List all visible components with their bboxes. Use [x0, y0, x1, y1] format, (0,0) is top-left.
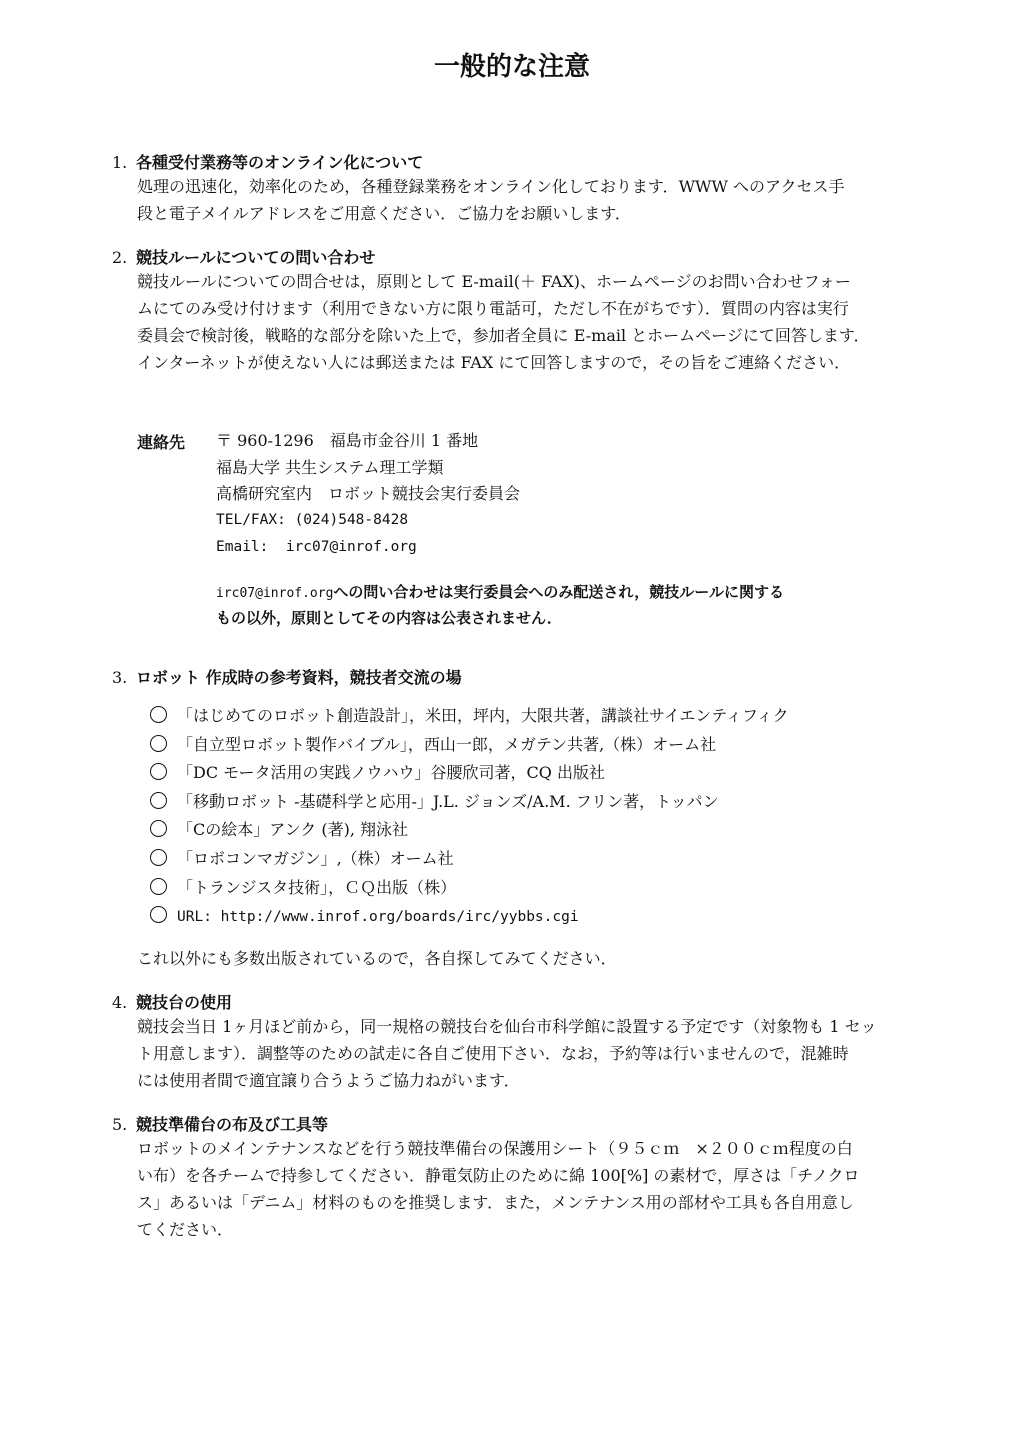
contact-note-email: irc07@inrof.org	[216, 586, 334, 601]
circle-bullet-icon	[150, 906, 167, 923]
section-3-note: これ以外にも多数出版されているので，各自探してみてください．	[137, 949, 617, 968]
section-number: 4.	[112, 993, 128, 1012]
contact-address-3: 高橋研究室内 ロボット競技会実行委員会	[216, 484, 521, 503]
paragraph-line: インターネットが使えない人には郵送または FAX にて回答しますので，その旨をご連絡ください．	[137, 353, 851, 372]
reference-text: 「ロボコンマガジン」,（株）オーム社	[177, 848, 454, 868]
contact-email: Email: irc07@inrof.org	[216, 539, 417, 555]
section-title: 各種受付業務等のオンライン化について	[136, 153, 424, 172]
paragraph-line: い布）を各チームで持参してください．静電気防止のために綿 100[%] の素材で，厚さは「チノクロ	[137, 1166, 860, 1185]
paragraph-line: 処理の迅速化，効率化のため，各種登録業務をオンライン化しております．WWW へのアクセス手	[137, 177, 845, 196]
reference-text: 「移動ロボット -基礎科学と応用-」J.L. ジョンズ/A.M. フリン著，トッパン	[177, 791, 719, 811]
section-number: 1.	[112, 153, 128, 172]
list-item	[150, 731, 789, 760]
section-title: 競技ルールについての問い合わせ	[136, 248, 376, 267]
contact-address-2: 福島大学 共生システム理工学類	[216, 458, 444, 477]
reference-text: 「はじめてのロボット創造設計」，米田，坪内，大限共著，講談社サイエンティフィク	[177, 706, 789, 725]
paragraph-line: 段と電子メイルアドレスをご用意ください．ご協力をお願いします．	[137, 204, 631, 223]
section-2-heading	[112, 245, 375, 268]
circle-bullet-icon	[150, 820, 167, 837]
paragraph-line: 競技会当日 1ヶ月ほど前から，同一規格の競技台を仙台市科学館に設置する予定です（対象物も 1 セッ	[137, 1017, 877, 1036]
paragraph-line: 委員会で検討後，戦略的な部分を除いた上で，参加者全員に E-mail とホームページにて回答します．	[137, 326, 870, 345]
section-1-heading	[112, 150, 423, 173]
reference-text: 「DC モータ活用の実践ノウハウ」谷腰欣司著，CQ 出版社	[177, 763, 605, 783]
paragraph-line: には使用者間で適宜譲り合うようご協力ねがいます．	[137, 1071, 520, 1090]
circle-bullet-icon	[150, 878, 167, 895]
section-5-heading	[112, 1112, 328, 1135]
circle-bullet-icon	[150, 849, 167, 866]
paragraph-line: ト用意します）．調整等のための試走に各自ご使用下さい．なお，予約等は行いませんので，混雑時	[137, 1044, 849, 1063]
circle-bullet-icon	[150, 735, 167, 752]
paragraph-line: ロボットのメインテナンスなどを行う競技準備台の保護用シート（９５ｃｍ ×２００ｃｍ程度の白	[137, 1139, 853, 1158]
circle-bullet-icon	[150, 763, 167, 780]
section-number: 5.	[112, 1115, 128, 1134]
paragraph-line: 競技ルールについての問合せは，原則として E-mail(＋ FAX)、ホームページのお問い合わせフォー	[137, 272, 851, 291]
list-item[interactable]	[150, 902, 789, 932]
list-item	[150, 816, 789, 845]
list-item	[150, 845, 789, 874]
paragraph-line: ス」あるいは「デニム」材料のものを推奨します．また，メンテナンス用の部材や工具も各自用意し	[137, 1193, 854, 1212]
reference-text: 「トランジスタ技術」，ＣＱ出版（株）	[177, 877, 457, 897]
page-title: 一般的な注意	[433, 52, 590, 82]
contact-tel-fax: TEL/FAX: (024)548-8428	[216, 512, 409, 528]
list-item	[150, 759, 789, 788]
section-4-heading	[112, 990, 232, 1013]
reference-text: 「自立型ロボット製作バイブル」，西山一郎，メガテン共著,（株）オーム社	[177, 734, 717, 754]
reference-list	[150, 702, 789, 932]
section-number: 2.	[112, 248, 128, 267]
reference-text: 「Cの絵本」アンク (著), 翔泳社	[177, 820, 409, 840]
paragraph-line: てください．	[137, 1220, 234, 1239]
contact-note-line-2: もの以外，原則としてその内容は公表されません．	[216, 609, 562, 627]
circle-bullet-icon	[150, 706, 167, 723]
circle-bullet-icon	[150, 792, 167, 809]
contact-note-line-1	[216, 578, 784, 607]
section-title: 競技台の使用	[136, 993, 233, 1012]
paragraph-line: ムにてのみ受け付けます（利用できない方に限り電話可，ただし不在がちです）．質問の内容は実行	[137, 299, 849, 318]
section-title: 競技準備台の布及び工具等	[136, 1115, 329, 1134]
contact-note-text: への問い合わせは実行委員会へのみ配送され，競技ルールに関する	[333, 583, 785, 601]
contact-address-1: 〒 960-1296 福島市金谷川 1 番地	[216, 431, 479, 450]
section-3-heading	[112, 665, 462, 688]
list-item	[150, 702, 789, 731]
list-item	[150, 788, 789, 817]
list-item	[150, 874, 789, 903]
section-title: ロボット 作成時の参考資料，競技者交流の場	[136, 668, 462, 687]
reference-url-link[interactable]: URL: http://www.inrof.org/boards/irc/yybbs.cgi	[177, 909, 579, 926]
section-number: 3.	[112, 668, 128, 687]
contact-label: 連絡先	[137, 433, 186, 452]
